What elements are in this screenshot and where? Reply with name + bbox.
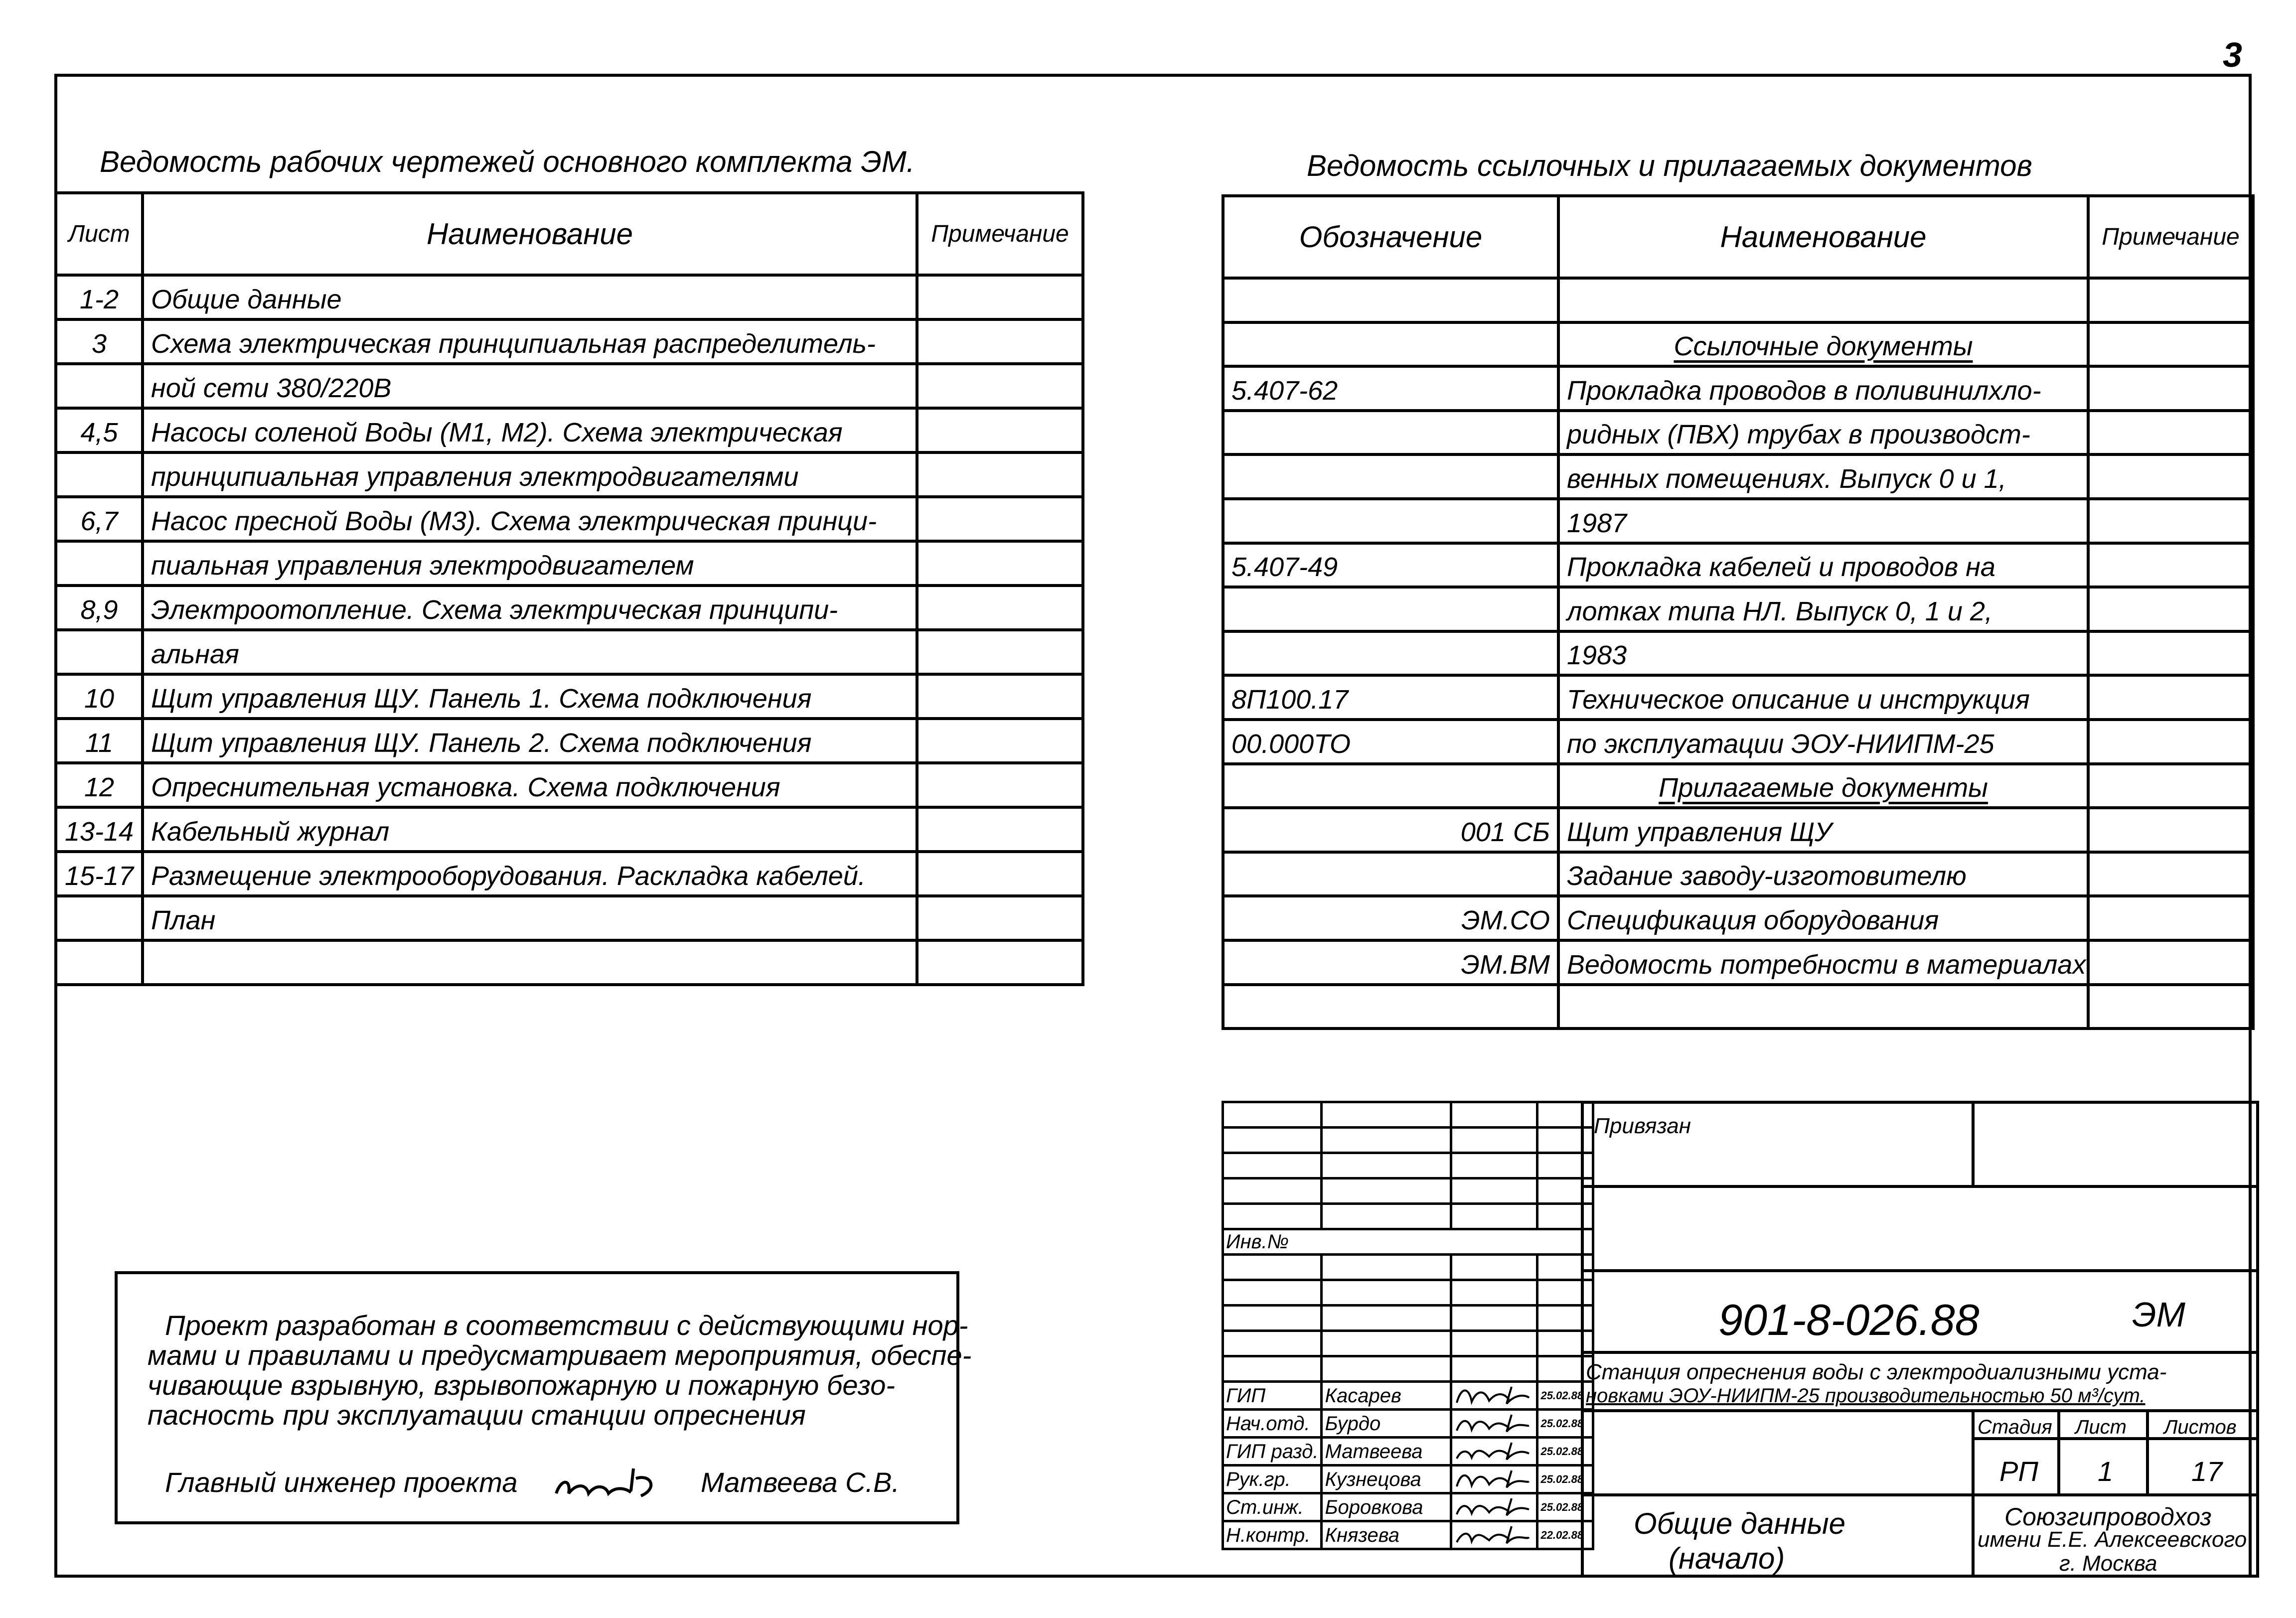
table-row <box>56 408 1083 452</box>
name-cell <box>143 940 917 985</box>
table-row <box>1223 499 2253 543</box>
name-cell: Опреснительная установка. Схема подключения <box>143 763 917 807</box>
note-cell <box>917 940 1083 985</box>
sheets-label: Листов <box>2164 1416 2237 1438</box>
empty-cell <box>1223 1153 1322 1178</box>
stamp-row <box>1223 1204 1593 1229</box>
table-row <box>1223 985 2253 1029</box>
empty-cell <box>1223 1306 1322 1331</box>
empty-cell <box>1322 1178 1451 1204</box>
name-cell <box>1558 543 2088 588</box>
name-cell: Общие данные <box>143 275 917 319</box>
note-cell <box>917 408 1083 452</box>
sheet-cell <box>56 452 143 497</box>
signer-name: Матвеева С.В. <box>701 1467 900 1498</box>
stamp-row <box>1223 1438 1593 1466</box>
sheet-label: Лист <box>2075 1416 2127 1438</box>
empty-cell <box>1451 1178 1537 1204</box>
table-row <box>1223 278 2253 322</box>
stamp-row <box>1223 1178 1593 1204</box>
empty-cell <box>1451 1153 1537 1178</box>
designation-cell: 8П100.17 <box>1223 675 1558 720</box>
name-cell <box>1558 720 2088 764</box>
name-cell <box>1558 587 2088 631</box>
empty-cell <box>1223 1356 1322 1382</box>
name-cell: Боровкова <box>1322 1493 1451 1521</box>
sheet-cell <box>2057 1437 2149 1496</box>
table-row <box>56 319 1083 364</box>
signature-cell <box>1451 1493 1537 1521</box>
name-cell <box>1558 411 2088 455</box>
sheets-cell <box>2146 1437 2259 1496</box>
signature <box>1454 1467 1534 1488</box>
note-cell <box>917 807 1083 852</box>
sheet-value: 1 <box>2098 1456 2114 1487</box>
stamp-row <box>1223 1466 1593 1493</box>
right-table-title: Ведомость ссылочных и прилагаемых документов <box>1307 149 2032 182</box>
name-cell <box>1558 454 2088 499</box>
note-cell <box>917 319 1083 364</box>
page-number: 3 <box>2223 35 2242 74</box>
privyazan-label: Привязан <box>1594 1114 1691 1138</box>
header-name: Наименование <box>1558 196 2088 278</box>
table-row <box>1223 454 2253 499</box>
name-cell <box>1558 366 2088 411</box>
designation-cell: 00.000ТО <box>1223 720 1558 764</box>
name-text: Щит управления ЩУ <box>1567 817 1832 847</box>
name-cell <box>1558 896 2088 940</box>
note-cell <box>2088 720 2253 764</box>
empty-cell <box>1322 1128 1451 1153</box>
sheet-cell: 11 <box>56 719 143 763</box>
note-cell <box>917 852 1083 896</box>
name-text: Ссылочные документы <box>1674 331 1973 362</box>
project-title-2: новками ЭОУ-НИИПМ-25 производительностью 50 м³/сут. <box>1586 1385 2145 1407</box>
table-row <box>1223 366 2253 411</box>
table-row <box>1223 675 2253 720</box>
stamp-row <box>1223 1493 1593 1521</box>
header-sheet: Лист <box>56 193 143 275</box>
name-text: Техническое описание и инструкция <box>1567 684 2030 715</box>
sheet-cell <box>56 940 143 985</box>
stage-label: Стадия <box>1978 1416 2052 1438</box>
header-note: Примечание <box>2088 196 2253 278</box>
name-text: Спецификация оборудования <box>1567 905 1939 935</box>
name-text: Прилагаемые документы <box>1659 773 1988 803</box>
note-cell <box>2088 631 2253 676</box>
stamp-row <box>1223 1128 1593 1153</box>
name-cell <box>1558 985 2088 1029</box>
empty-cell <box>1451 1102 1537 1128</box>
empty-cell <box>1223 1255 1322 1280</box>
table-row <box>1223 940 2253 985</box>
designation-cell <box>1223 764 1558 808</box>
designation-cell <box>1223 587 1558 631</box>
table-header-row <box>56 193 1083 275</box>
name-text: Ведомость потребности в материалах <box>1567 949 2086 980</box>
date-cell: 25.02.88 <box>1537 1382 1593 1410</box>
name-text: венных помещениях. Выпуск 0 и 1, <box>1567 463 2006 494</box>
note-cell <box>917 630 1083 674</box>
empty-cell <box>1322 1204 1451 1229</box>
name-text: Прокладка проводов в поливинилхло- <box>1567 375 2041 406</box>
note-cell <box>2088 896 2253 940</box>
sheet-cell <box>56 364 143 408</box>
empty-cell <box>1322 1102 1451 1128</box>
role-cell: ГИП <box>1223 1382 1322 1410</box>
project-title: Станция опреснения воды с электродиализными уста- <box>1586 1360 2167 1384</box>
note-cell <box>2088 675 2253 720</box>
name-cell: Касарев <box>1322 1382 1451 1410</box>
sheet-cell: 4,5 <box>56 408 143 452</box>
empty-cell <box>1322 1331 1451 1356</box>
name-cell: Насос пресной Воды (М3). Схема электрическая принци- <box>143 497 917 541</box>
table-row <box>56 630 1083 674</box>
empty-cell <box>1322 1356 1451 1382</box>
note-cell <box>917 763 1083 807</box>
date-cell: 25.02.88 <box>1537 1493 1593 1521</box>
stamp-row <box>1223 1521 1593 1549</box>
signature <box>1454 1439 1534 1461</box>
empty-cell <box>1451 1128 1537 1153</box>
sheet-cell: 1-2 <box>56 275 143 319</box>
table-row <box>1223 631 2253 676</box>
table-row <box>56 940 1083 985</box>
signature-cell <box>1451 1410 1537 1438</box>
note-line: мами и правилами и предусматривает мероприятия, обеспе- <box>148 1339 972 1371</box>
name-cell: Бурдо <box>1322 1410 1451 1438</box>
sheet-cell: 8,9 <box>56 586 143 630</box>
table-row <box>56 852 1083 896</box>
org-name: Союзгипроводхоз <box>2004 1503 2212 1531</box>
table-row <box>56 719 1083 763</box>
note-cell <box>917 364 1083 408</box>
empty-cell <box>1223 1331 1322 1356</box>
designation-cell: 5.407-49 <box>1223 543 1558 588</box>
name-cell: Электроотопление. Схема электрическая принципи- <box>143 586 917 630</box>
stamp-row <box>1223 1255 1593 1280</box>
note-cell <box>2088 985 2253 1029</box>
table-row <box>56 364 1083 408</box>
stamp-row <box>1223 1153 1593 1178</box>
name-cell: Матвеева <box>1322 1438 1451 1466</box>
sheet-cell: 12 <box>56 763 143 807</box>
stamp-row <box>1223 1306 1593 1331</box>
date-cell: 22.02.88 <box>1537 1521 1593 1549</box>
note-cell <box>917 541 1083 586</box>
table-row <box>1223 808 2253 852</box>
name-cell: Князева <box>1322 1521 1451 1549</box>
note-cell <box>917 275 1083 319</box>
designation-cell <box>1223 985 1558 1029</box>
name-cell <box>1558 675 2088 720</box>
name-cell: Кабельный журнал <box>143 807 917 852</box>
blank-box <box>1581 1185 2259 1272</box>
role-cell: ГИП разд. <box>1223 1438 1322 1466</box>
privyazan-box <box>1581 1101 1975 1188</box>
header-name: Наименование <box>143 193 917 275</box>
designation-cell: ЭМ.СО <box>1223 896 1558 940</box>
empty-cell <box>1322 1153 1451 1178</box>
empty-cell <box>1322 1306 1451 1331</box>
table-header-row <box>1223 196 2253 278</box>
table-row <box>56 896 1083 940</box>
note-cell <box>2088 499 2253 543</box>
note-cell <box>917 896 1083 940</box>
sheet-title-box <box>1581 1493 1975 1578</box>
empty-cell <box>1223 1178 1322 1204</box>
sheet-header <box>2057 1409 2149 1440</box>
stamp-row <box>1223 1331 1593 1356</box>
table-row <box>56 674 1083 719</box>
name-cell: Размещение электрооборудования. Раскладка кабелей. <box>143 852 917 896</box>
note-cell <box>2088 278 2253 322</box>
name-cell <box>1558 940 2088 985</box>
designation-cell <box>1223 454 1558 499</box>
sheet-cell: 10 <box>56 674 143 719</box>
stamp-row <box>1223 1356 1593 1382</box>
stamp-row <box>1223 1229 1593 1255</box>
table-row <box>1223 411 2253 455</box>
note-cell <box>917 586 1083 630</box>
designation-cell <box>1223 278 1558 322</box>
empty-cell <box>1451 1255 1537 1280</box>
stage-value: РП <box>1999 1456 2038 1487</box>
stamp-row <box>1223 1382 1593 1410</box>
empty-cell <box>1223 1128 1322 1153</box>
org-city: г. Москва <box>2059 1551 2157 1576</box>
sheet-cell: 15-17 <box>56 852 143 896</box>
stamp-row <box>1223 1280 1593 1306</box>
table-row <box>1223 896 2253 940</box>
sheets-value: 17 <box>2191 1456 2223 1487</box>
note-cell <box>917 719 1083 763</box>
note-line: Проект разработан в соответствии с действующими нор- <box>165 1310 968 1341</box>
name-cell <box>1558 631 2088 676</box>
name-cell: принципиальная управления электродвигателями <box>143 452 917 497</box>
title-block-signatures <box>1222 1101 1594 1550</box>
sheet-cell: 6,7 <box>56 497 143 541</box>
name-cell: План <box>143 896 917 940</box>
name-text: лотках типа НЛ. Выпуск 0, 1 и 2, <box>1567 596 1992 626</box>
empty-cell <box>1451 1204 1537 1229</box>
note-cell <box>2088 322 2253 367</box>
note-cell <box>2088 852 2253 896</box>
doc-code: ЭМ <box>2132 1295 2185 1334</box>
inventory-label: Инв.№ <box>1223 1229 1593 1255</box>
empty-cell <box>1451 1280 1537 1306</box>
name-cell: Щит управления ЩУ. Панель 1. Схема подключения <box>143 674 917 719</box>
left-table-title: Ведомость рабочих чертежей основного комплекта ЭМ. <box>100 145 915 178</box>
note-cell <box>917 497 1083 541</box>
date-cell: 25.02.88 <box>1537 1410 1593 1438</box>
note-cell <box>2088 366 2253 411</box>
section-heading <box>1558 764 2088 808</box>
header-note: Примечание <box>917 193 1083 275</box>
table-row <box>56 807 1083 852</box>
name-cell <box>1558 852 2088 896</box>
signature-cell <box>1451 1438 1537 1466</box>
name-cell: Схема электрическая принципиальная распределитель- <box>143 319 917 364</box>
name-text: ридных (ПВХ) трубах в производст- <box>1567 420 2030 450</box>
signature-cell <box>1451 1382 1537 1410</box>
sheet-cell: 3 <box>56 319 143 364</box>
org-name-2: имени Е.Е. Алексеевского <box>1978 1527 2247 1552</box>
privyazan-extra-box <box>1972 1101 2259 1188</box>
note-cell <box>2088 543 2253 588</box>
sheet-title: Общие данные <box>1634 1507 1845 1540</box>
signer-label: Главный инженер проекта <box>165 1467 518 1498</box>
project-title-box <box>1581 1351 2259 1412</box>
empty-cell <box>1223 1102 1322 1128</box>
role-cell: Нач.отд. <box>1223 1410 1322 1438</box>
role-cell: Рук.гр. <box>1223 1466 1322 1493</box>
organization-box <box>1972 1493 2259 1578</box>
table-row <box>56 541 1083 586</box>
table-row <box>56 275 1083 319</box>
note-cell <box>2088 808 2253 852</box>
name-cell: альная <box>143 630 917 674</box>
note-cell <box>2088 587 2253 631</box>
name-cell: Кузнецова <box>1322 1466 1451 1493</box>
name-text: 1983 <box>1567 640 1627 671</box>
empty-cell <box>1223 1280 1322 1306</box>
sheet-cell <box>56 541 143 586</box>
name-cell: Насосы соленой Воды (М1, М2). Схема электрическая <box>143 408 917 452</box>
table-row <box>1223 764 2253 808</box>
note-cell <box>2088 764 2253 808</box>
table-row <box>1223 852 2253 896</box>
designation-cell: ЭМ.ВМ <box>1223 940 1558 985</box>
empty-cell <box>1451 1356 1537 1382</box>
note-cell <box>917 452 1083 497</box>
table-row <box>56 497 1083 541</box>
empty-cell <box>1223 1204 1322 1229</box>
name-cell <box>1558 808 2088 852</box>
name-cell <box>1558 278 2088 322</box>
note-cell <box>917 674 1083 719</box>
doc-number: 901-8-026.88 <box>1718 1295 1980 1344</box>
sheets-header <box>2146 1409 2259 1440</box>
name-cell <box>1558 499 2088 543</box>
sheet-title-2: (начало) <box>1669 1542 1785 1575</box>
table-row <box>56 586 1083 630</box>
note-cell <box>2088 411 2253 455</box>
empty-cell <box>1322 1255 1451 1280</box>
note-line: пасность при эксплуатации станции опреснения <box>148 1399 806 1431</box>
designation-cell <box>1223 852 1558 896</box>
designation-cell <box>1223 411 1558 455</box>
table-row <box>1223 322 2253 367</box>
note-cell <box>2088 454 2253 499</box>
role-cell: Н.контр. <box>1223 1521 1322 1549</box>
stamp-row <box>1223 1102 1593 1128</box>
note-cell <box>2088 940 2253 985</box>
date-cell: 25.02.88 <box>1537 1466 1593 1493</box>
empty-cell <box>1451 1306 1537 1331</box>
designation-cell: 001 СБ <box>1223 808 1558 852</box>
sheet-cell <box>56 896 143 940</box>
stage-header <box>1972 1409 2060 1440</box>
header-designation: Обозначение <box>1223 196 1558 278</box>
compliance-note-box <box>115 1271 972 1524</box>
table-row <box>1223 720 2253 764</box>
doc-number-box <box>1581 1269 2259 1354</box>
signature <box>1454 1522 1534 1544</box>
name-text: 1987 <box>1567 508 1627 538</box>
table-row <box>1223 587 2253 631</box>
table-row <box>1223 543 2253 588</box>
table-row <box>56 452 1083 497</box>
empty-box <box>1581 1409 1975 1496</box>
section-heading <box>1558 322 2088 367</box>
name-text: Задание заводу-изготовителю <box>1567 861 1967 891</box>
drawings-list-table <box>54 191 1084 986</box>
signature <box>551 1459 666 1503</box>
empty-cell <box>1322 1280 1451 1306</box>
sheet-cell: 13-14 <box>56 807 143 852</box>
role-cell: Ст.инж. <box>1223 1493 1322 1521</box>
signature-cell <box>1451 1521 1537 1549</box>
empty-cell <box>1451 1331 1537 1356</box>
designation-cell <box>1223 499 1558 543</box>
name-cell: Щит управления ЩУ. Панель 2. Схема подключения <box>143 719 917 763</box>
name-cell: пиальная управления электродвигателем <box>143 541 917 586</box>
designation-cell <box>1223 322 1558 367</box>
signature <box>1454 1411 1534 1433</box>
date-cell: 25.02.88 <box>1537 1438 1593 1466</box>
name-text: Прокладка кабелей и проводов на <box>1567 552 1995 583</box>
signature <box>1454 1383 1534 1405</box>
references-table <box>1222 194 2255 1030</box>
stage-cell <box>1972 1437 2060 1496</box>
stamp-row <box>1223 1410 1593 1438</box>
name-text: по эксплуатации ЭОУ-НИИПМ-25 <box>1567 729 1994 759</box>
designation-cell: 5.407-62 <box>1223 366 1558 411</box>
sheet-cell <box>56 630 143 674</box>
designation-cell <box>1223 631 1558 676</box>
note-line: чивающие взрывную, взрывопожарную и пожарную безо- <box>148 1369 896 1401</box>
table-row <box>56 763 1083 807</box>
signature <box>1454 1494 1534 1516</box>
name-cell: ной сети 380/220В <box>143 364 917 408</box>
signature-cell <box>1451 1466 1537 1493</box>
